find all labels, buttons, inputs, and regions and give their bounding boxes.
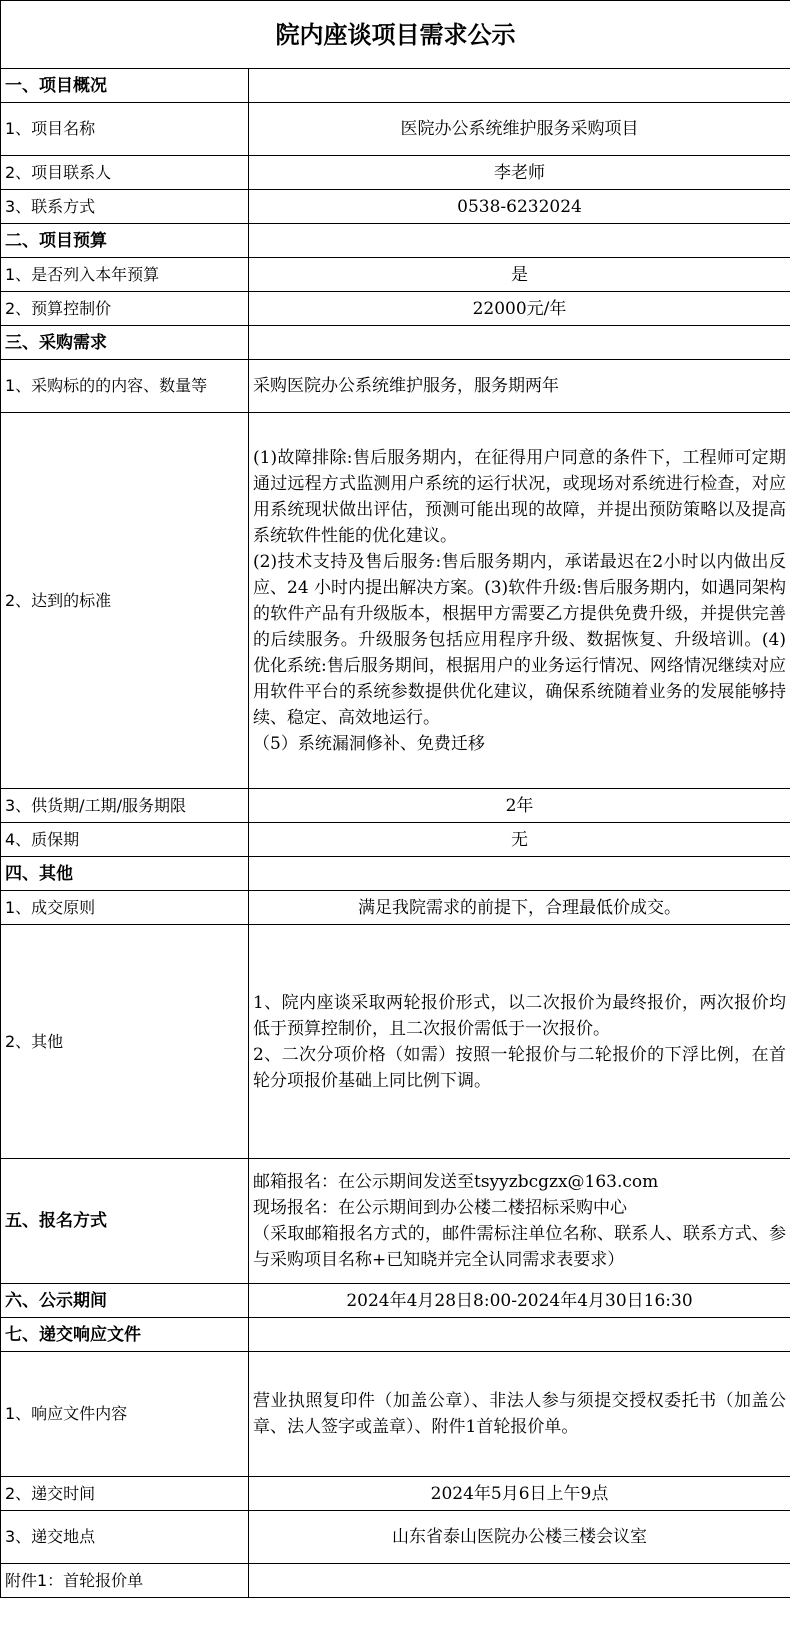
label-budget-price: 2、预算控制价 xyxy=(1,292,249,326)
standard-paragraph-3: （5）系统漏洞修补、免费迁移 xyxy=(253,733,485,754)
empty-cell xyxy=(249,326,790,360)
label-warranty: 4、质保期 xyxy=(1,823,249,857)
section-heading-registration: 五、报名方式 xyxy=(1,1159,249,1284)
label-response-content: 1、响应文件内容 xyxy=(1,1352,249,1477)
label-content: 1、采购标的的内容、数量等 xyxy=(1,360,249,413)
value-content: 采购医院办公系统维护服务，服务期两年 xyxy=(249,360,790,413)
value-registration xyxy=(249,1159,790,1284)
label-contact-method: 3、联系方式 xyxy=(1,190,249,224)
other-paragraph-2: 2、二次分项价格（如需）按照一轮报价与二轮报价的下浮比例，在首轮分项报价基础上同比例下调。 xyxy=(253,1044,786,1091)
label-other: 2、其他 xyxy=(1,925,249,1159)
label-period: 3、供货期/工期/服务期限 xyxy=(1,789,249,823)
value-submit-time: 2024年5月6日上午9点 xyxy=(249,1477,790,1511)
label-attachment: 附件1：首轮报价单 xyxy=(1,1564,249,1598)
section-heading-other: 四、其他 xyxy=(1,857,249,891)
empty-cell xyxy=(249,69,790,103)
standard-paragraph-1: (1)故障排除:售后服务期内，在征得用户同意的条件下，工程师可定期通过远程方式监测用户系统的运行状况，或现场对系统进行检查，对应用系统现状做出评估，预测可能出现的故障，并提出预防策略以及提高系统软件性能的优化建议。 xyxy=(253,447,786,546)
empty-cell xyxy=(249,857,790,891)
other-paragraph-1: 1、院内座谈采取两轮报价形式，以二次报价为最终报价，两次报价均低于预算控制价，且二次报价需低于一次报价。 xyxy=(253,992,786,1039)
value-submit-place: 山东省泰山医院办公楼三楼会议室 xyxy=(249,1511,790,1564)
value-budget-price: 22000元/年 xyxy=(249,292,790,326)
label-submit-place: 3、递交地点 xyxy=(1,1511,249,1564)
label-in-budget: 1、是否列入本年预算 xyxy=(1,258,249,292)
section-heading-publicity: 六、公示期间 xyxy=(1,1284,249,1318)
section-heading-budget: 二、项目预算 xyxy=(1,224,249,258)
value-standard xyxy=(249,413,790,789)
value-response-content: 营业执照复印件（加盖公章）、非法人参与须提交授权委托书（加盖公章、法人签字或盖章）、附件1首轮报价单。 xyxy=(249,1352,790,1477)
value-in-budget: 是 xyxy=(249,258,790,292)
registration-email: 邮箱报名：在公示期间发送至tsyyzbcgzx@163.com xyxy=(253,1172,659,1192)
page-title: 院内座谈项目需求公示 xyxy=(1,1,790,69)
value-period: 2年 xyxy=(249,789,790,823)
value-principle: 满足我院需求的前提下，合理最低价成交。 xyxy=(249,891,790,925)
empty-cell xyxy=(249,1564,790,1598)
registration-onsite: 现场报名：在公示期间到办公楼二楼招标采购中心 xyxy=(253,1198,627,1218)
empty-cell xyxy=(249,1318,790,1352)
label-project-name: 1、项目名称 xyxy=(1,103,249,156)
section-heading-submission: 七、递交响应文件 xyxy=(1,1318,249,1352)
label-principle: 1、成交原则 xyxy=(1,891,249,925)
label-submit-time: 2、递交时间 xyxy=(1,1477,249,1511)
value-publicity: 2024年4月28日8:00-2024年4月30日16:30 xyxy=(249,1284,790,1318)
label-standard: 2、达到的标准 xyxy=(1,413,249,789)
standard-paragraph-2: (2)技术支持及售后服务:售后服务期内，承诺最迟在2小时以内做出反应、24 小时内提出解决方案。(3)软件升级:售后服务期内，如遇同架构的软件产品有升级版本，根据甲方需要乙方提供免费升级，并提供完善的后续服务。升级服务包括应用程序升级、数据恢复、升级培训。(4)优化系统:售后服务期间，根据用户的业务运行情况、网络情况继续对应用软件平台的系统参数提供优化建议，确保系统随着业务的发展能够持续、稳定、高效地运行。 xyxy=(253,551,786,728)
value-other xyxy=(249,925,790,1159)
empty-cell xyxy=(249,224,790,258)
section-heading-procurement: 三、采购需求 xyxy=(1,326,249,360)
value-project-name: 医院办公系统维护服务采购项目 xyxy=(249,103,790,156)
section-heading-overview: 一、项目概况 xyxy=(1,69,249,103)
value-contact-method: 0538-6232024 xyxy=(249,190,790,224)
registration-note: （采取邮箱报名方式的，邮件需标注单位名称、联系人、联系方式、参与采购项目名称+已知晓并完全认同需求表要求） xyxy=(253,1224,786,1270)
value-warranty: 无 xyxy=(249,823,790,857)
label-contact-person: 2、项目联系人 xyxy=(1,156,249,190)
value-contact-person: 李老师 xyxy=(249,156,790,190)
